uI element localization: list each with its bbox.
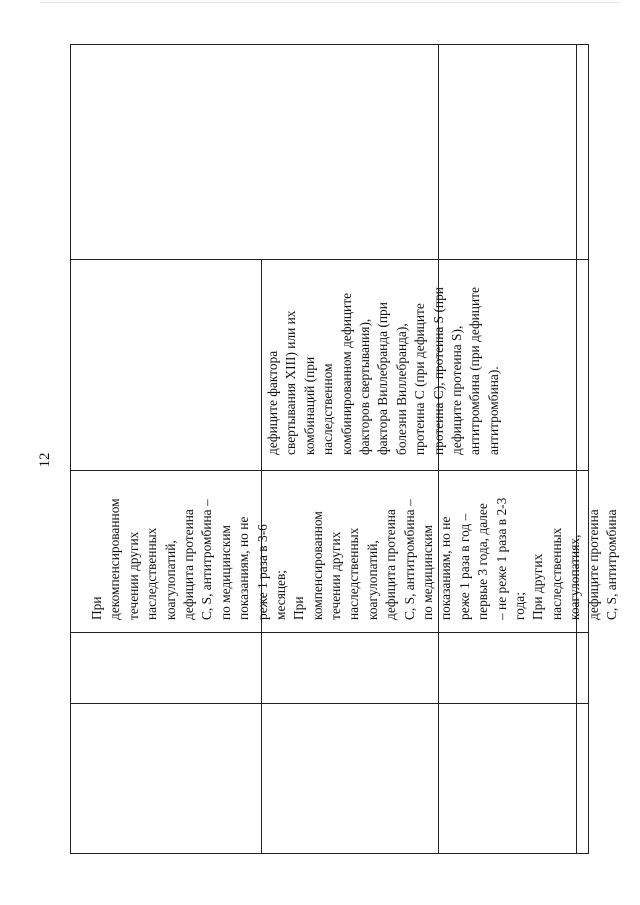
table-row-divider: [71, 470, 588, 471]
text-line: дефицита протеина: [383, 509, 399, 620]
text-line: наследственных: [346, 527, 362, 620]
text-line: реже 1 раза в 3-6: [254, 524, 270, 620]
table-row-divider: [71, 703, 588, 704]
text-line: При других: [530, 553, 546, 620]
text-line: C, S, антитромбина: [603, 509, 619, 620]
text-line: течении других: [328, 531, 344, 620]
table-column-divider: [576, 45, 577, 853]
table: [70, 44, 619, 854]
text-line: реже 1 раза в год –: [456, 513, 472, 620]
text-line: декомпенсированном: [107, 498, 123, 620]
text-line: течении других: [125, 531, 141, 620]
text-line: коагулопатий,: [364, 540, 380, 620]
text-line: наследственном: [320, 363, 336, 455]
text-line: комбинаций (при: [301, 356, 317, 455]
table-cell-treatment-frequency: [88, 498, 621, 620]
text-line: антитромбина).: [485, 366, 501, 455]
table-cell-deficiency-list: [264, 287, 503, 455]
text-line: протеина C), протеина S (при: [430, 287, 446, 455]
text-line: показаниям, но не: [236, 516, 252, 620]
text-line: протеина C (при дефиците: [412, 303, 428, 455]
text-line: комбинированном дефиците: [338, 292, 354, 455]
text-line: При: [291, 596, 307, 620]
text-line: показаниям, но не: [438, 516, 454, 620]
text-line: года;: [511, 592, 527, 620]
page-number: 12: [37, 452, 53, 468]
text-line: по медицинским: [420, 524, 436, 620]
text-line: наследственных: [144, 527, 160, 620]
text-line: свертывания XIII) или их: [283, 310, 299, 455]
text-line: C, S, антитромбина –: [401, 499, 417, 620]
text-line: дефицита протеина: [180, 509, 196, 620]
text-line: антитромбина (при дефиците: [467, 287, 483, 455]
text-line: болезни Виллебранда),: [393, 323, 409, 455]
table-row-divider: [71, 632, 588, 633]
text-line: факторов свертывания),: [356, 318, 372, 455]
text-line: дефиците протеина S),: [448, 325, 464, 455]
text-line: фактора Виллебранда (при: [375, 302, 391, 455]
text-line: коагулопатиях,: [567, 534, 583, 620]
text-line: по медицинским: [217, 524, 233, 620]
text-line: При: [89, 596, 104, 620]
scan-edge: [40, 2, 620, 3]
text-line: месяцев;: [272, 569, 288, 620]
text-line: дефиците протеина: [585, 509, 601, 620]
table-row-divider: [71, 259, 588, 260]
text-line: компенсированном: [309, 511, 325, 620]
text-line: дефиците фактора: [265, 350, 280, 455]
text-line: C, S, антитромбина –: [199, 499, 215, 620]
text-line: наследственных: [548, 527, 564, 620]
text-line: – не реже 1 раза в 2-3: [493, 497, 509, 620]
text-line: коагулопатий,: [162, 540, 178, 620]
text-line: первые 3 года, далее: [475, 503, 491, 620]
